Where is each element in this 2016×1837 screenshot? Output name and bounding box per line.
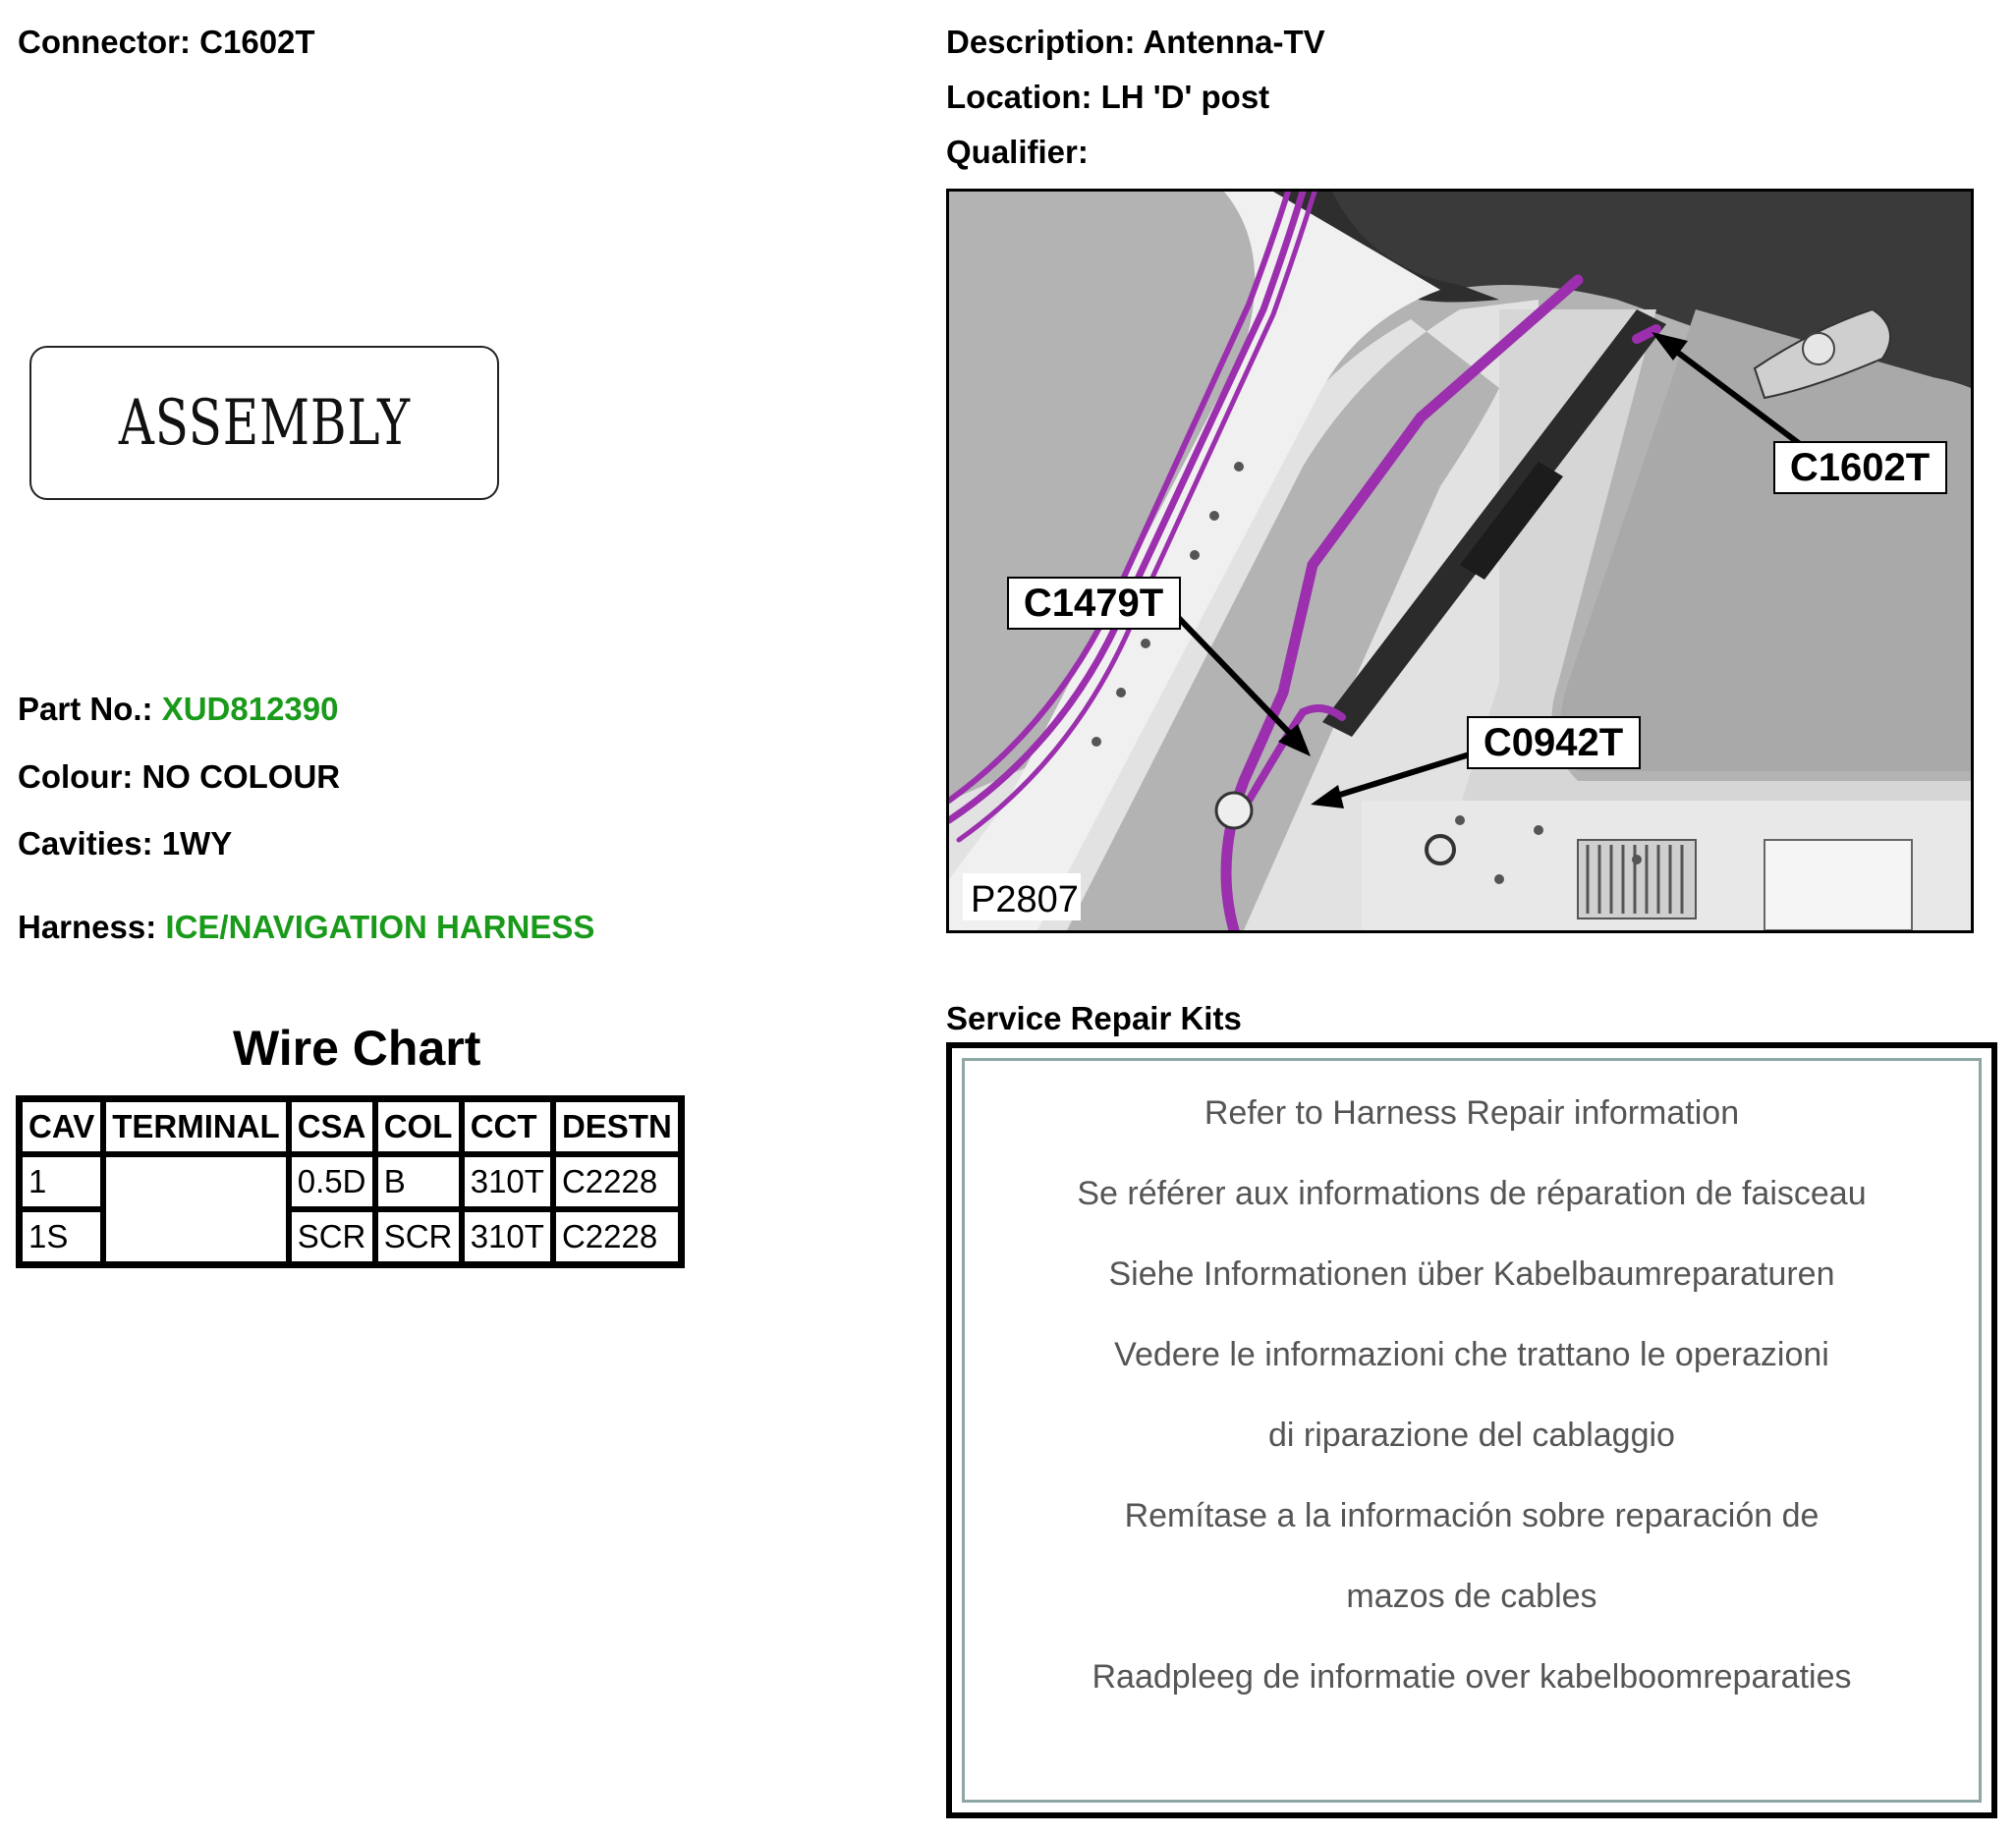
connector-label: Connector: C1602T [18,24,315,60]
wire-chart-header-row [20,1099,681,1154]
header-cct: CCT [462,1099,553,1154]
header-destn: DESTN [553,1099,681,1154]
wire-chart-title: Wire Chart [233,1021,481,1076]
callout-c0942t: C0942T [1483,721,1624,764]
cell-col: B [375,1154,462,1209]
colour-label: Colour: NO COLOUR [18,758,341,795]
cell-terminal [103,1154,288,1264]
part-number-label: Part No.: [18,691,162,727]
cell-cct: 310T [462,1154,553,1209]
service-repair-kits-panel [946,1042,1997,1818]
part-number [18,691,338,728]
location-illustration [949,192,1971,930]
harness-label: Harness: [18,909,166,945]
repair-info-line-es-1: Remítase a la información sobre reparación de [1124,1497,1820,1534]
cell-csa: SCR [289,1209,375,1264]
harness-value[interactable]: ICE/NAVIGATION HARNESS [165,909,595,945]
description-label: Description: Antenna-TV [946,24,1325,60]
header-cav: CAV [20,1099,103,1154]
repair-info-line-it-2: di riparazione del cablaggio [1268,1417,1675,1454]
callout-c1602t: C1602T [1789,446,1931,489]
repair-info-line-de: Siehe Informationen über Kabelbaumreparaturen [1108,1255,1835,1293]
location-photo [946,189,1974,933]
wire-chart-table [16,1095,685,1268]
header-col: COL [375,1099,462,1154]
service-repair-kits-frame [962,1058,1982,1803]
qualifier-label: Qualifier: [946,134,1089,170]
connector-knob [1216,793,1252,828]
table-row [20,1154,681,1209]
repair-info-line-nl: Raadpleeg de informatie over kabelboomreparaties [1092,1658,1852,1696]
assembly-text: ASSEMBLY [118,386,411,460]
photo-ref: P2807 [971,879,1079,920]
cavities-label: Cavities: 1WY [18,825,233,862]
cell-destn[interactable]: C2228 [553,1209,681,1264]
assembly-box [29,346,499,500]
part-number-value[interactable]: XUD812390 [161,691,339,727]
location-label: Location: LH 'D' post [946,79,1270,115]
sill-bracket [1764,840,1912,930]
cell-cav: 1S [20,1209,103,1264]
harness [18,909,594,946]
callout-c1479t: C1479T [1023,582,1164,625]
repair-info-line-it-1: Vedere le informazioni che trattano le operazioni [1114,1336,1829,1373]
repair-info-line-en: Refer to Harness Repair information [1204,1094,1740,1132]
repair-info-line-fr: Se référer aux informations de réparation de faisceau [1077,1175,1867,1212]
vent-grille [1578,840,1696,918]
cell-col: SCR [375,1209,462,1264]
cell-csa: 0.5D [289,1154,375,1209]
header-csa: CSA [289,1099,375,1154]
cell-destn[interactable]: C2228 [553,1154,681,1209]
header-terminal: TERMINAL [103,1099,288,1154]
cell-cct: 310T [462,1209,553,1264]
service-repair-kits-title: Service Repair Kits [946,1000,1242,1036]
upper-bracket-bolt [1803,333,1834,364]
repair-info-line-es-2: mazos de cables [1346,1578,1597,1615]
cell-cav: 1 [20,1154,103,1209]
